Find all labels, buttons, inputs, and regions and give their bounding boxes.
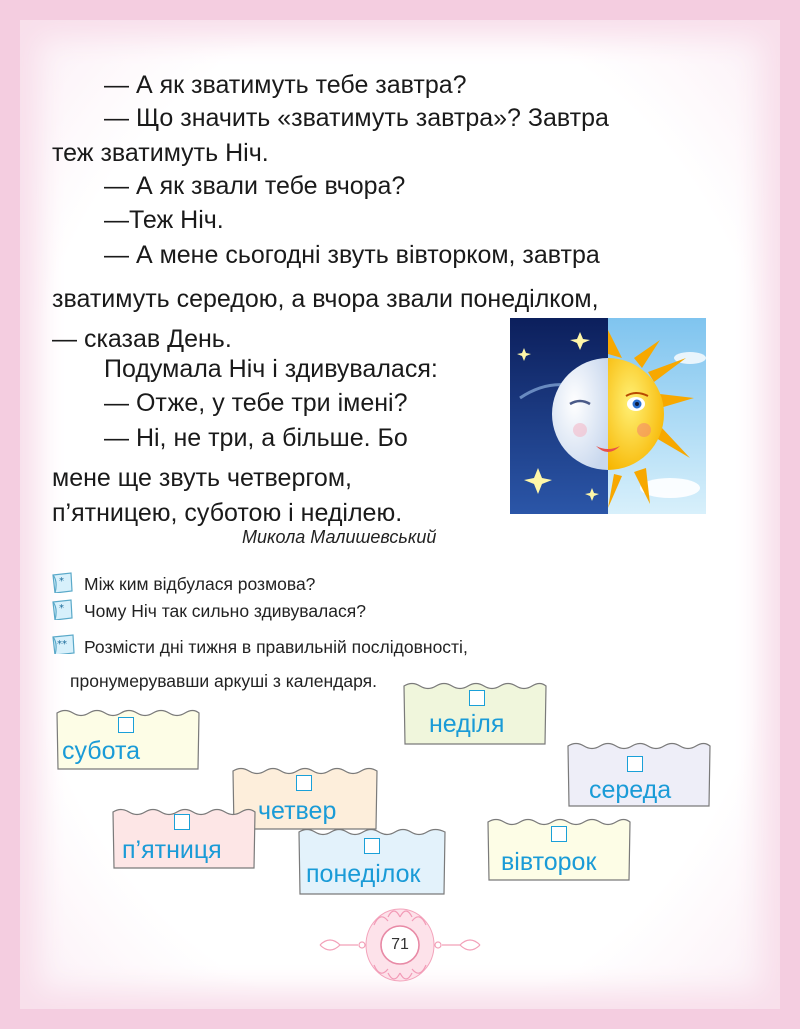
question-text: пронумерувавши аркуші з календаря. bbox=[70, 671, 377, 691]
day-label: п’ятниця bbox=[122, 836, 222, 864]
calendar-card-monday[interactable] bbox=[298, 826, 446, 896]
day-label: четвер bbox=[258, 797, 337, 825]
story-line: —Теж Ніч. bbox=[104, 206, 224, 234]
calendar-card-wednesday[interactable] bbox=[567, 740, 711, 808]
day-label: субота bbox=[62, 737, 141, 765]
two-star-question-icon bbox=[50, 632, 76, 654]
question-text: Чому Ніч так сильно здивувалася? bbox=[84, 601, 366, 621]
story-line: теж зватимуть Ніч. bbox=[52, 139, 269, 167]
day-label: понеділок bbox=[306, 860, 421, 888]
svg-text:*: * bbox=[59, 576, 64, 587]
question-text: Розмісти дні тижня в правильній послідовності, bbox=[84, 637, 468, 657]
story-line: Подумала Ніч і здивувалася: bbox=[104, 355, 438, 383]
calendar-card-tuesday[interactable] bbox=[487, 816, 631, 882]
story-line: — Що значить «зватимуть завтра»? Завтра bbox=[104, 104, 609, 132]
story-line: — Ні, не три, а більше. Бо bbox=[104, 424, 408, 452]
number-checkbox[interactable] bbox=[627, 756, 643, 772]
number-checkbox[interactable] bbox=[364, 838, 380, 854]
number-checkbox[interactable] bbox=[551, 826, 567, 842]
one-star-question-icon bbox=[50, 598, 76, 620]
number-checkbox[interactable] bbox=[296, 775, 312, 791]
story-line: зватимуть середою, а вчора звали понеділком, bbox=[52, 285, 599, 313]
author-name: Микола Малишевський bbox=[242, 527, 437, 547]
day-label: вівторок bbox=[501, 848, 597, 876]
day-label: неділя bbox=[429, 710, 505, 738]
svg-text:*: * bbox=[59, 603, 64, 614]
one-star-question-icon bbox=[50, 571, 76, 593]
page-number-ornament bbox=[310, 905, 490, 985]
number-checkbox[interactable] bbox=[174, 814, 190, 830]
number-checkbox[interactable] bbox=[469, 690, 485, 706]
story-line: — А як звали тебе вчора? bbox=[104, 172, 406, 200]
sun-moon-illustration bbox=[510, 318, 706, 514]
question-text: Між ким відбулася розмова? bbox=[84, 574, 316, 594]
calendar-card-sunday[interactable] bbox=[403, 680, 547, 746]
number-checkbox[interactable] bbox=[118, 717, 134, 733]
day-label: середа bbox=[589, 776, 672, 804]
calendar-card-friday[interactable] bbox=[112, 806, 256, 870]
story-line: мене ще звуть четвергом, bbox=[52, 464, 352, 492]
calendar-card-saturday[interactable] bbox=[56, 707, 200, 771]
story-line: — сказав День. bbox=[52, 325, 232, 353]
story-line: — А як зватимуть тебе завтра? bbox=[104, 71, 467, 99]
story-line: п’ятницею, суботою і неділею. bbox=[52, 499, 403, 527]
svg-text:**: ** bbox=[57, 639, 67, 650]
story-line: — А мене сьогодні звуть вівторком, завтра bbox=[104, 241, 600, 269]
story-line: — Отже, у тебе три імені? bbox=[104, 389, 408, 417]
page-number: 71 bbox=[391, 936, 409, 953]
